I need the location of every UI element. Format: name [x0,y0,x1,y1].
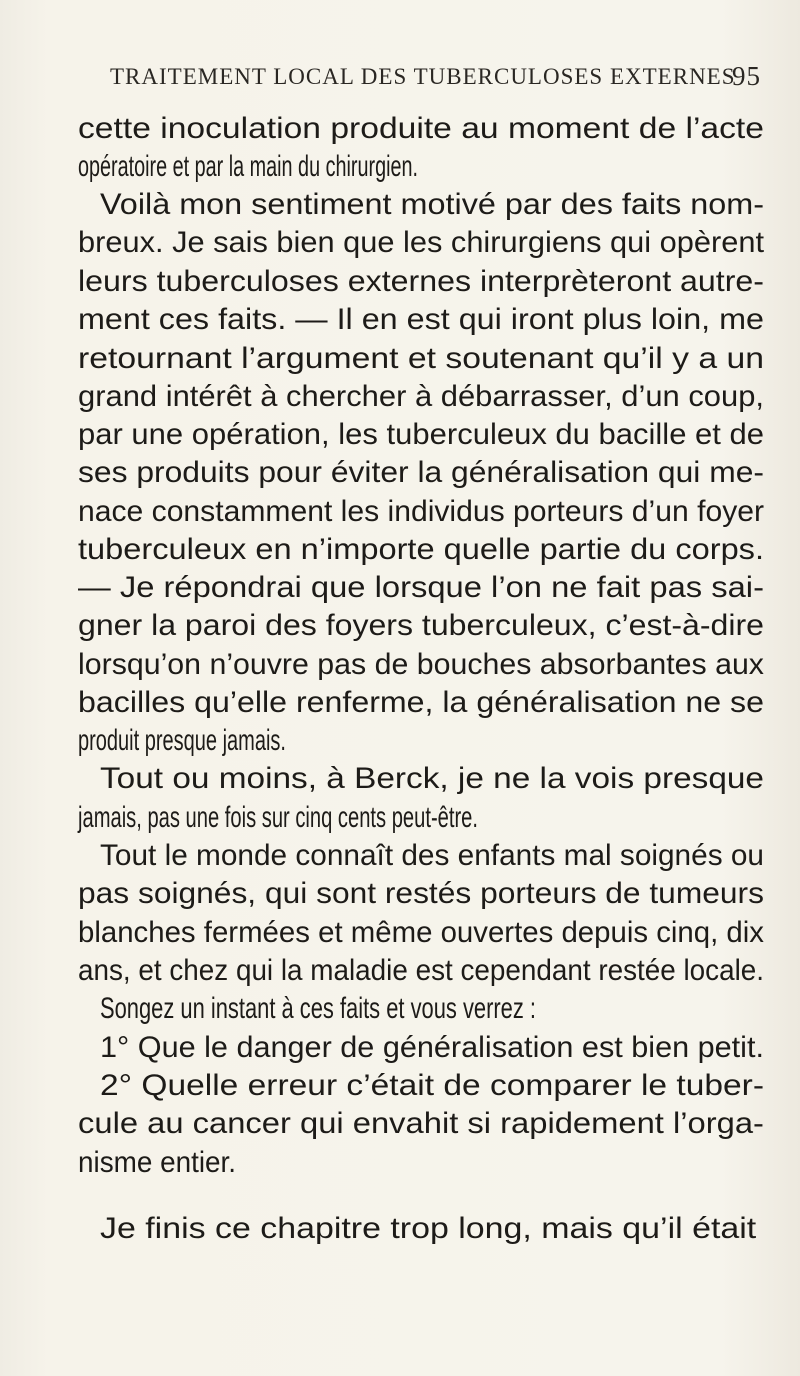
page-header [110,61,770,91]
text-line: leurs tuberculoses externes interprèteront autre- [78,265,765,298]
text-line: Tout le monde connaît des enfants mal soignés ou [100,839,765,872]
text-line: pas soignés, qui sont restés porteurs de tumeurs [78,877,764,910]
text-line: cule au cancer qui envahit si rapidement l’orga- [78,1107,764,1140]
text-line: Je finis ce chapitre trop long, mais qu’il était [100,1212,757,1245]
text-line: Songez un instant à ces faits et vous verrez : [100,992,536,1025]
text-line: lorsqu’on n’ouvre pas de bouches absorbantes aux [78,648,764,681]
page-number: 95 [732,61,761,91]
text-line: 1° Que le danger de généralisation est bien petit. [100,1031,764,1064]
text-line: retournant l’argument et soutenant qu’il y a un [78,342,764,375]
text-line: grand intérêt à chercher à débarrasser, d’un coup, [78,380,764,413]
running-title: TRAITEMENT LOCAL DES TUBERCULOSES EXTERNES [110,64,736,89]
text-line: ans, et chez qui la maladie est cependant restée locale. [78,954,765,987]
text-line: par une opération, les tuberculeux du bacille et de [78,418,765,451]
text-line: breux. Je sais bien que les chirurgiens qui opèrent [78,226,765,259]
text-line: — Je répondrai que lorsque l’on ne fait pas sai- [78,571,764,604]
text-line: produit presque jamais. [78,724,286,757]
text-line: cette inoculation produite au moment de l’acte [78,112,764,145]
text-line: blanches fermées et même ouvertes depuis cinq, dix [78,916,765,949]
text-line: opératoire et par la main du chirurgien. [78,150,418,183]
text-line: Tout ou moins, à Berck, je ne la vois presque [100,762,765,795]
text-line: 2° Quelle erreur c’était de comparer le tuber- [100,1069,765,1102]
text-line: tuberculeux en n’importe quelle partie du corps. [78,533,765,566]
text-line: nisme entier. [78,1146,237,1179]
text-line: ses produits pour éviter la généralisation qui me- [78,456,764,489]
text-line: jamais, pas une fois sur cinq cents peut-être. [78,801,478,834]
text-line: gner la paroi des foyers tuberculeux, c’est-à-dire [78,609,765,642]
text-line: bacilles qu’elle renferme, la généralisation ne se [78,686,764,719]
text-line: ment ces faits. — Il en est qui iront plus loin, me [78,303,765,336]
text-line: Voilà mon sentiment motivé par des faits nom- [100,188,765,221]
text-line: nace constamment les individus porteurs d’un foyer [78,495,765,528]
